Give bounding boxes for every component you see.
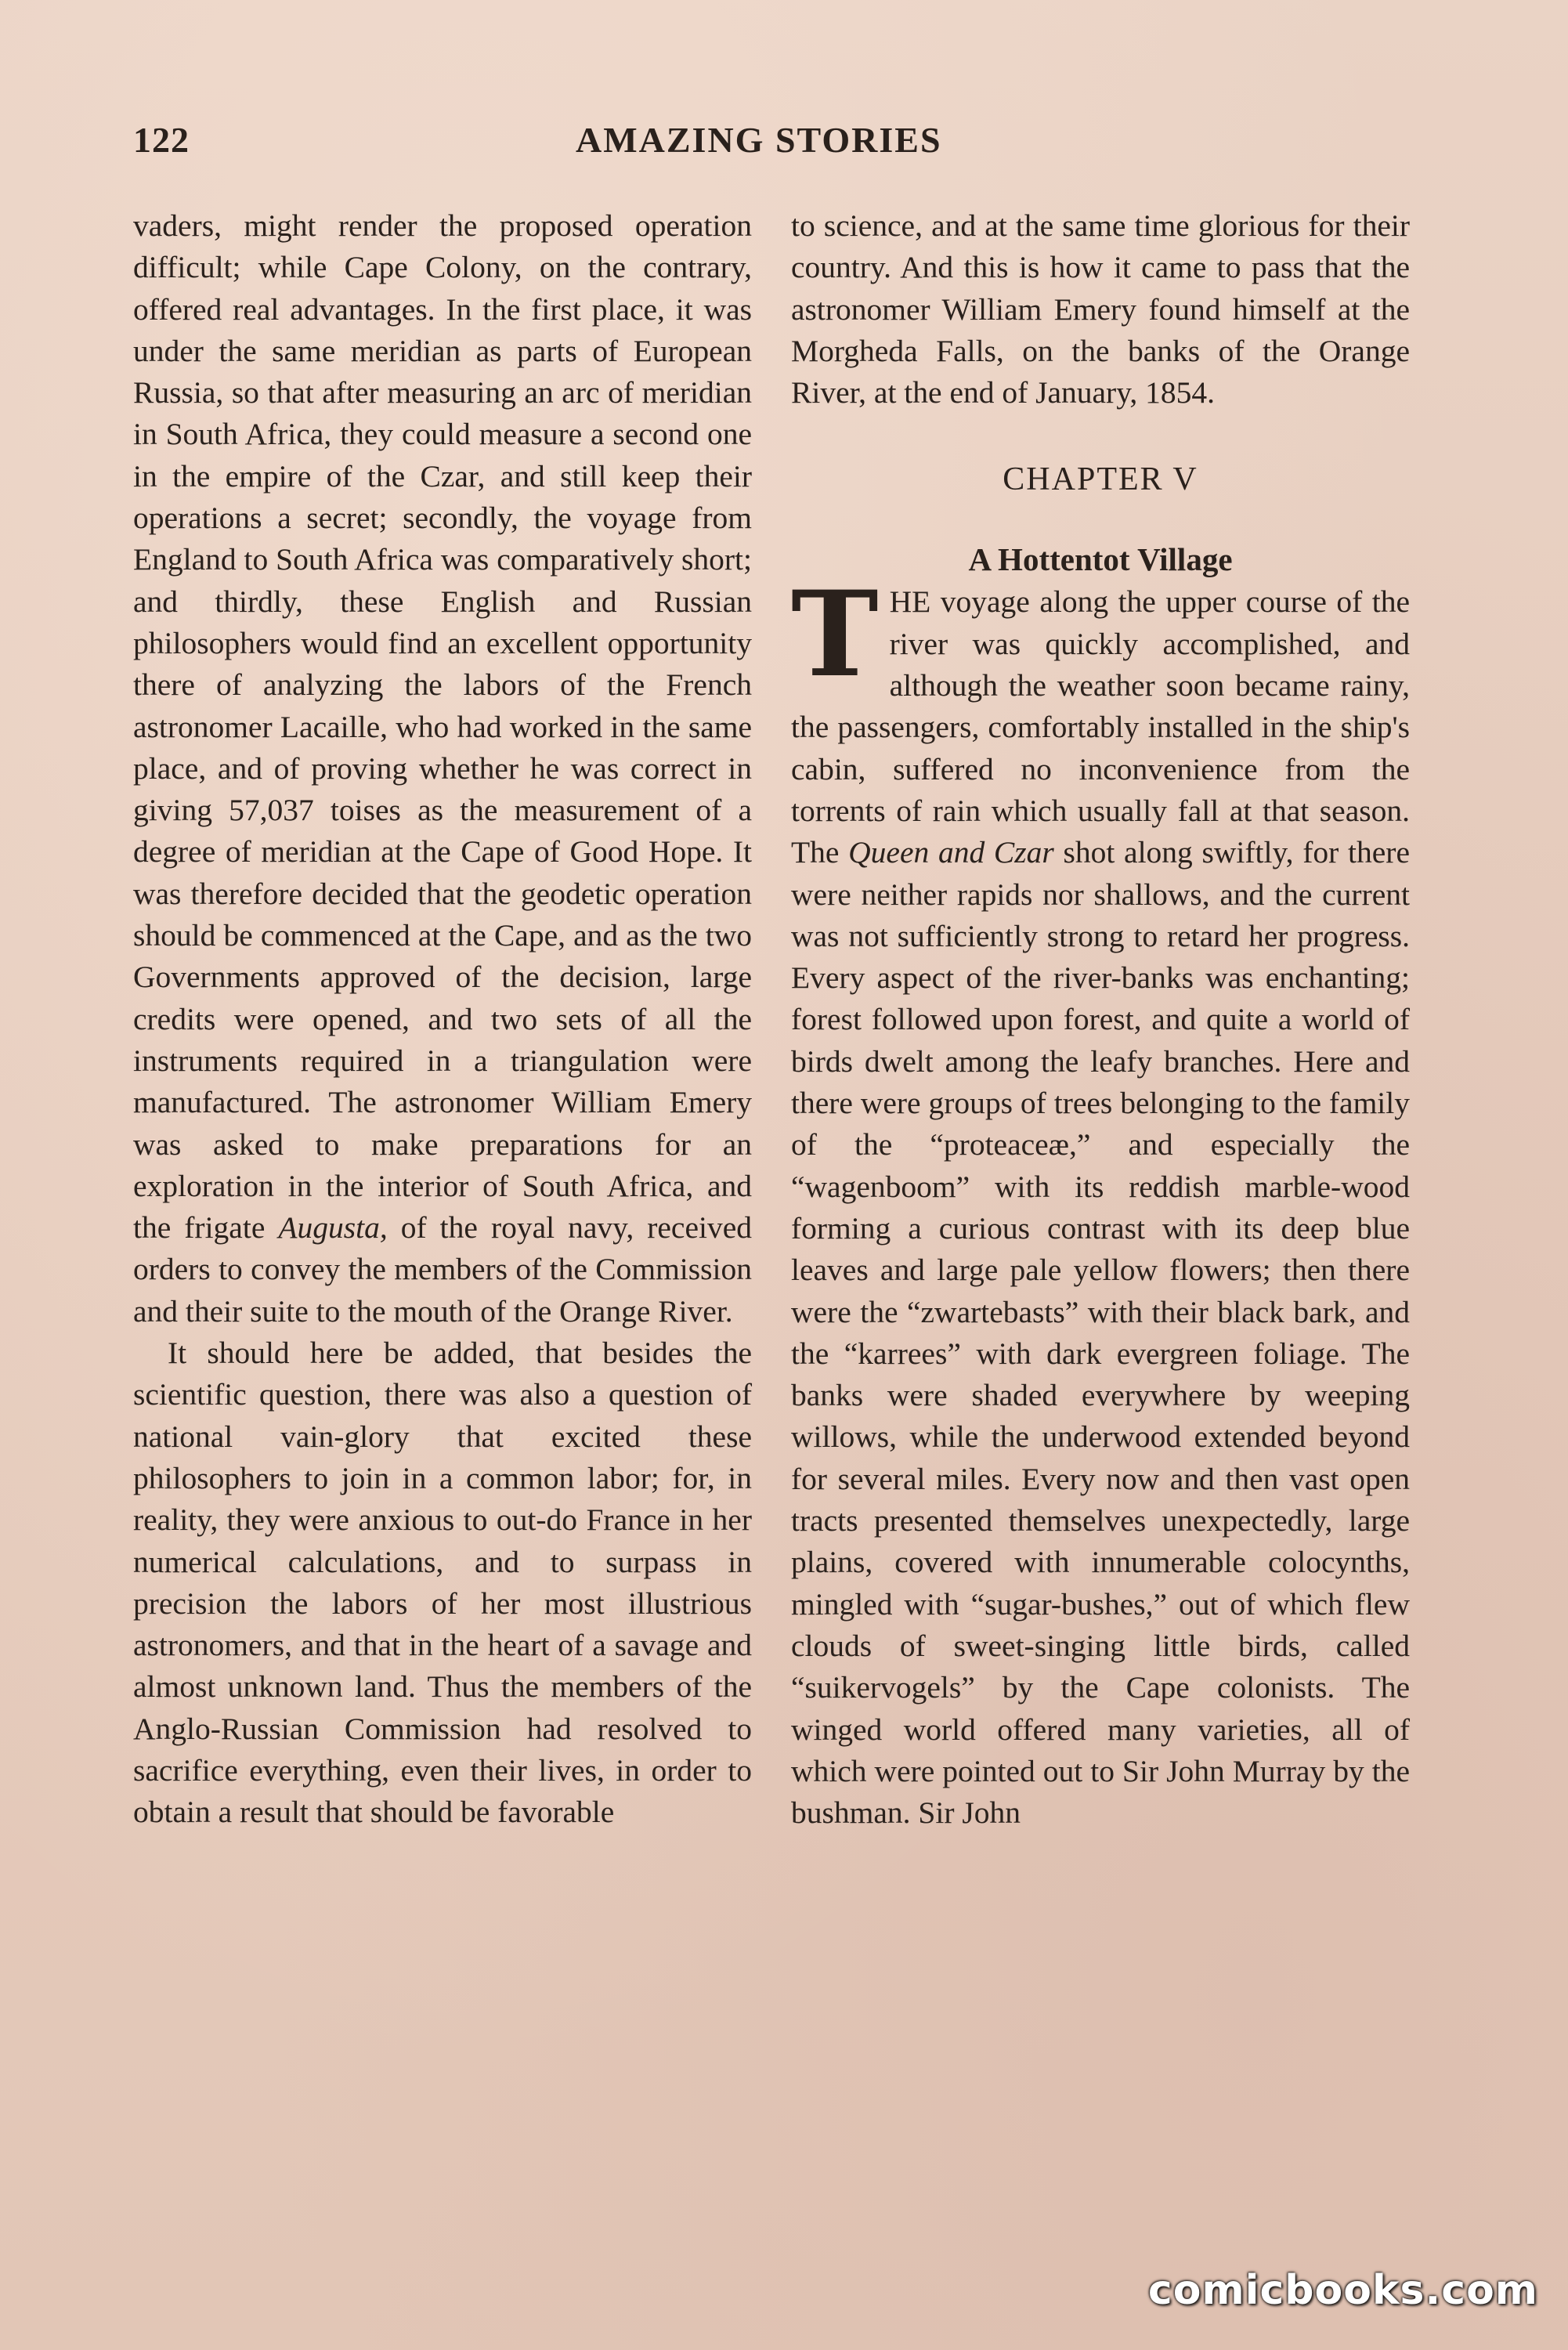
paragraph-text: HE voyage along the upper course of the river was quickly accomplished, and although the weather soon became rainy, the passengers, comfortably installed in the ship's cabin, suffered no inconvenience from the torrents of rain which usually fall at that season. The (791, 584, 1410, 870)
right-column (791, 205, 1410, 1834)
body-paragraph: to science, and at the same time glorious for their country. And this is how it came to pass that the astronomer William Emery found himself at the Morgheda Falls, on the banks of the Orange River, at the end of January, 1854. (791, 208, 1410, 410)
chapter-title: A Hottentot Village (968, 541, 1233, 578)
watermark-logo: comicbooks.com (1147, 2267, 1538, 2314)
ship-name: Queen and Czar (848, 835, 1054, 870)
page-header (133, 119, 1410, 174)
paragraph-text: shot along swiftly, for there were neither rapids nor shallows, and the current was not sufficiently strong to retard her progress. Every aspect of the river-banks was enchanting; forest followed upon forest, and quite a world of birds dwelt among the leafy branches. Here and there were groups of trees belonging to the family of the “proteaceæ,” and especially the “wagenboom” with its reddish marble-wood forming a curious contrast with its deep blue leaves and large pale yellow flowers; then there were the “zwartebasts” with their black bark, and the “karrees” with dark evergreen foliage. The banks were shaded everywhere by weeping willows, while the underwood extended beyond for several miles. Every now and then vast open tracts presented themselves unexpectedly, large plains, covered with innumerable colocynths, mingled with “sugar-bushes,” out of which flew clouds of sweet-singing little birds, called “suikervogels” by the Cape colonists. The winged world offered many varieties, all of which were pointed out to Sir John Murray by the bushman. Sir John (791, 835, 1410, 1831)
ship-name: Augusta, (278, 1210, 388, 1246)
chapter-heading: CHAPTER V (1003, 461, 1198, 498)
drop-cap: T (791, 566, 879, 704)
body-paragraph (133, 205, 752, 1332)
body-paragraph: It should here be added, that besides the scientific question, there was also a question of national vain-glory that excited these philosophers to join in a common labor; for, in reality, they were anxious to out-do France in her numerical calculations, and to surpass in precision the labors of her most illustrious astronomers, and that in the heart of a savage and almost unknown land. Thus the members of the Anglo-Russian Commission had resolved to sacrifice everything, even their lives, in order to obtain a result that should be favorable (133, 1336, 752, 1830)
paragraph-text: vaders, might render the proposed operation difficult; while Cape Colony, on the contrary, offered real advantages. In the first place, it was under the same meridian as parts of European Russia, so that after measuring an arc of meridian in South Africa, they could measure a second one in the empire of the Czar, and still keep their operations a secret; secondly, the voyage from England to South Africa was comparatively short; and thirdly, these English and Russian philosophers would find an excellent opportunity there of analyzing the labors of the French astronomer Lacaille, who had worked in the same place, and of proving whether he was correct in giving 57,037 toises as the measurement of a degree of meridian at the Cape of Good Hope. It was therefore decided that the geodetic operation should be commenced at the Cape, and as the two Governments approved of the decision, large credits were opened, and two sets of all the instruments required in a triangulation were manufactured. The astronomer William Emery was asked to make preparations for an exploration in the interior of South Africa, and the frigate (133, 208, 752, 1246)
page-number: 122 (133, 120, 190, 160)
paragraph-text: of the royal navy, received orders to convey the members of the Commission and their suite to the mouth of the Orange River. (133, 1210, 753, 1329)
running-head: AMAZING STORIES (576, 120, 942, 160)
left-column (133, 205, 752, 1834)
chapter-opening-paragraph (791, 566, 1410, 1834)
